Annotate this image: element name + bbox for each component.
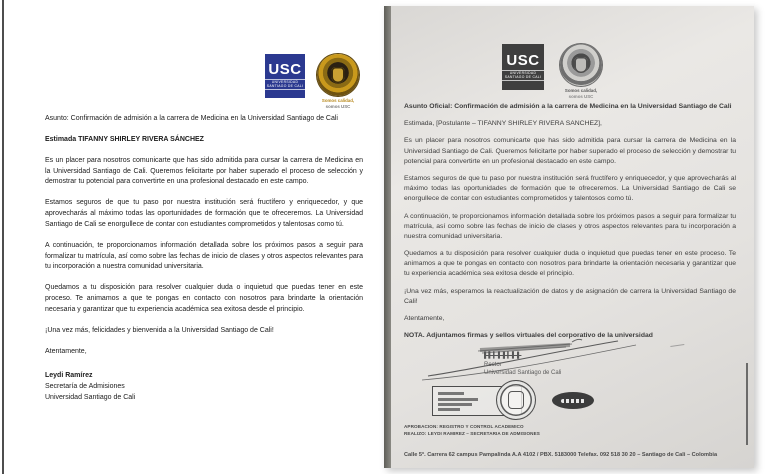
closing-line: Atentamente,	[404, 315, 445, 322]
page-left-edge-shadow	[384, 6, 391, 468]
address-footer: Calle 5ª. Carrera 62 campus Pampalinda A.A 4102 / PBX. 5183000 Telefax. 092 518 30 20 – Santiago de Cali – Colombia	[404, 452, 718, 458]
paragraph: Quedamos a tu disposición para resolver cualquier duda o inquietud que puedas tener en este proceso. Te animamos a que te pongas en contacto con nosotros para brindarte la orientación necesaria y garantizar que tu experiencia académica sea exitosa desde el principio.	[404, 250, 736, 278]
right-letter-logos	[502, 44, 606, 99]
seal-caption-line2: somos USC	[568, 93, 594, 99]
approval-line-2: REALIZO: LEYDI RAMIREZ – SECRETARIA DE ADMISIONES	[404, 430, 540, 436]
rector-signature-block	[422, 336, 642, 382]
paragraph: ¡Una vez más, esperamos la reactualización de datos y de asignación de carrera la Universidad Santiago de Cali!	[404, 287, 736, 305]
usc-logo-acronym: USC	[268, 61, 302, 79]
round-seal-center-icon	[508, 391, 524, 409]
digital-letter-page	[45, 50, 363, 450]
seal-caption	[565, 88, 597, 99]
paragraph: Estamos seguros de que tu paso por nuestra institución será fructífero y enriquecedor, y que aprovecharás al máximo todas las oportunidades de formación que te ofreceremos. La Universidad Santiago de Cali se enorgullece de contar con estudiantes comprometidos y talentosas como tú.	[45, 199, 363, 228]
usc-logo-acronym: USC	[506, 52, 540, 70]
badge-text-squiggle	[561, 399, 585, 403]
greeting-line: Estimada TIFANNY SHIRLEY RIVERA SÁNCHEZ	[45, 135, 204, 143]
signature-title: Secretaría de Admisiones	[45, 382, 125, 390]
round-seal-stamp	[496, 380, 536, 420]
university-seal-gray	[556, 44, 606, 99]
paragraph: Quedamos a tu disposición para resolver cualquier duda o inquietud que puedas tener en este proceso. Te animamos a que te pongas en contacto con nosotros para brindarte la orientación necesaria y garantizar que tu experiencia académica sea exitosa desde el principio.	[45, 284, 363, 313]
stamp-text-line	[438, 408, 460, 411]
stamp-text-line	[438, 392, 464, 395]
stamps-row	[424, 378, 744, 422]
left-edge-line	[2, 0, 4, 474]
right-letter-body	[404, 102, 736, 348]
signature-name-illegible: ▌▍▎▍▌▎▍▌	[484, 353, 522, 359]
seal-emblem-icon	[332, 67, 345, 83]
paragraph: ¡Una vez más, felicidades y bienvenida a la Universidad Santiago de Cali!	[45, 326, 274, 334]
seal-emblem-icon	[575, 57, 588, 73]
signature-block	[45, 370, 363, 404]
paragraph: Estamos seguros de que tu paso por nuestra institución será fructífero y enriquecedor, y que aprovecharás al máximo todas las oportunidades de formación que te ofreceremos. La Universidad Santiago de Cali se enorgullece de contar con estudiantes comprometidos y talentosos como tú.	[404, 174, 736, 203]
usc-logo-subtext: UNIVERSIDAD SANTIAGO DE CALI	[265, 79, 305, 90]
usc-logo-grayscale	[502, 44, 544, 90]
stamp-text-line	[438, 403, 472, 406]
subject-line: Asunto Oficial: Confirmación de admisión a la carrera de Medicina en la Universidad Santiago de Cali	[404, 103, 732, 110]
paragraph: Es un placer para nosotros comunicarte que has sido admitida para cursar la carrera de Medicina en la Universidad Santiago de Cali. Queremos felicitarte por haber superado el proceso de selección y demostrar tu potencial para convertirte en una profesional destacado en este campo.	[45, 156, 363, 186]
paragraph: A continuación, te proporcionamos información detallada sobre los próximos pasos a seguir para formalizar tu matrícula, así como sobre las fechas de inicio de clases y otros aspectos relevantes para tu incorporación a nuestra comunidad universitaria.	[45, 241, 363, 271]
approval-line-1: APROBACION: REGISTRO Y CONTROL ACADEMICO	[404, 424, 524, 429]
vertical-pen-line	[746, 363, 748, 445]
paragraph: A continuación, te proporcionamos información detallada sobre los próximos pasos a seguir para formalizar tu matrícula, así como sobre las fechas de inicio de clases y otros aspectos relevantes para tu incorporación a nuestra comunidad universitaria.	[404, 212, 736, 240]
greeting-line: Estimada, [Postulante – TIFANNY SHIRLEY RIVERA SANCHEZ],	[404, 120, 602, 128]
left-letter-logos	[265, 54, 363, 109]
seal-caption-line1: Somos calidad,	[564, 88, 598, 93]
signature-org: Universidad Santiago de Cali	[484, 370, 562, 377]
note-line: NOTA. Adjuntamos firmas y sellos virtuales del corporativo de la universidad	[404, 332, 653, 340]
stamp-text-line	[438, 398, 478, 401]
usc-logo	[265, 54, 305, 98]
seal-caption-line1: Somos calidad,	[321, 98, 355, 103]
left-letter-body	[45, 114, 363, 403]
usc-logo-subtext: UNIVERSIDAD SANTIAGO DE CALI	[502, 70, 544, 81]
signature-name: Leydi Ramírez	[45, 371, 93, 379]
seal-caption-line2: somos USC	[325, 103, 351, 109]
subject-line: Asunto: Confirmación de admisión a la carrera de Medicina en la Universidad Santiago de Cali	[45, 115, 338, 122]
university-seal-gold	[313, 54, 363, 109]
closing-line: Atentamente,	[45, 347, 87, 355]
gold-seal-icon	[317, 54, 359, 96]
photographed-letter-page	[384, 6, 754, 468]
seal-caption	[322, 98, 354, 109]
approval-lines	[404, 424, 540, 438]
signature-typed-lines	[484, 352, 561, 378]
oval-certification-badge	[552, 392, 594, 409]
paragraph: Es un placer para nosotros comunicarte que has sido admitida para cursar la carrera de Medicina en la Universidad Santiago de Cali. Queremos felicitarte por haber superado el proceso de selección y demostrar tu potencial para convertirte en un profesional destacado en este campo.	[404, 137, 736, 165]
gray-seal-icon	[560, 44, 602, 86]
signature-title: Rector	[484, 361, 502, 368]
signature-org: Universidad Santiago de Cali	[45, 393, 136, 401]
